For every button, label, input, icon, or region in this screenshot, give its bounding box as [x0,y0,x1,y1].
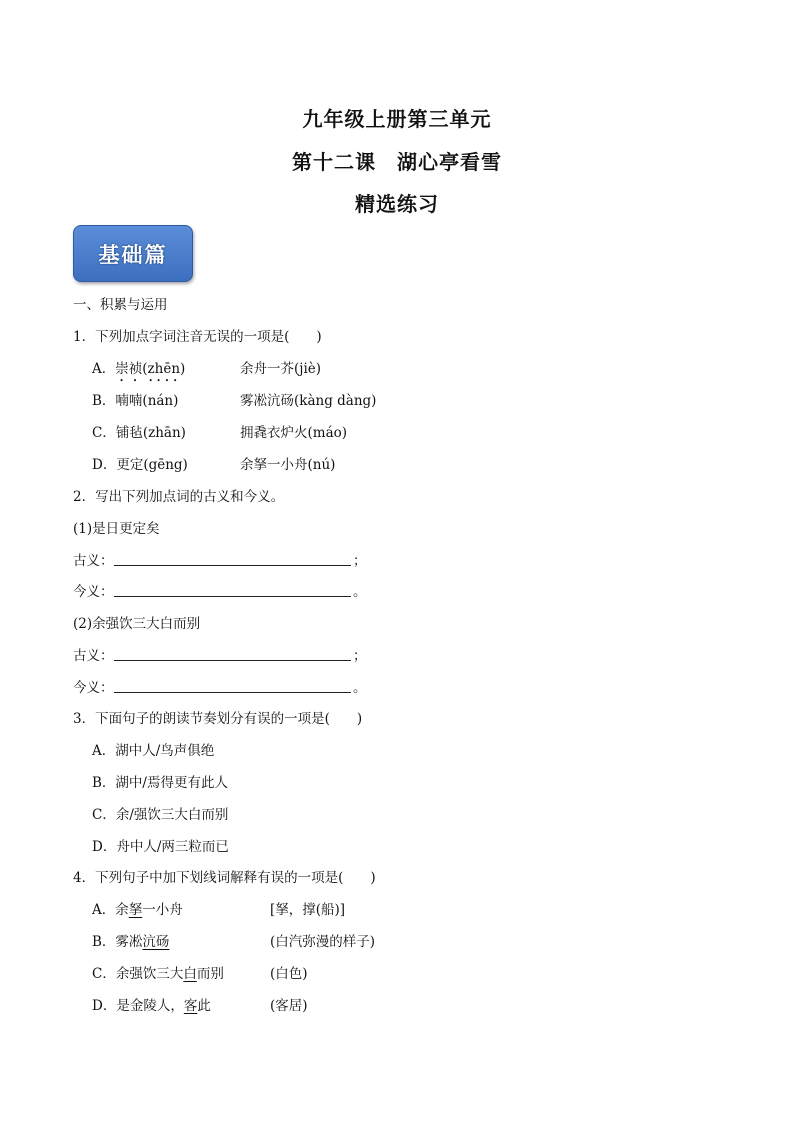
q1-option-b [92,389,178,409]
q2-sub2-jin-blank[interactable] [114,692,351,693]
q2-sub2-jin-label: 今义： [73,680,114,696]
q2-stem: 2．写出下列加点词的古义和今义。 [73,489,285,505]
page-title-lesson: 第十二课 湖心亭看雪 [292,150,502,174]
q3-option-c: C．余/强饮三大白而别 [92,807,229,823]
option-text: 此 [197,998,211,1014]
q4-option-c [92,962,224,982]
q3-option-b: B．湖中/焉得更有此人 [92,775,228,791]
q4-option-d [92,994,211,1014]
q1-option-a-second: 余舟一芥(jiè) [240,361,322,377]
q3-stem: 3．下面句子的朗读节奏划分有误的一项是( ) [73,711,363,727]
q1-option-d [92,453,188,473]
q1-option-c-second: 拥毳衣炉火(máo) [240,425,348,441]
q2-sub2-gu-blank[interactable] [114,660,351,661]
option-label: D． [92,457,117,473]
option-label: A． [92,361,116,377]
option-label: B． [92,393,116,409]
q1-option-b-second: 雾凇沆砀(kàng dàng) [240,393,377,409]
q4-stem: 4．下列句子中加下划线词解释有误的一项是( ) [73,870,376,886]
q4-option-a-explanation: [拏，撑(船)] [270,902,346,918]
badge-label: 基础篇 [98,241,168,267]
option-text: 喃喃(nán) [115,393,179,409]
underlined-word: 拏 [128,902,143,918]
q2-sub1-gu-blank[interactable] [114,565,351,566]
q3-option-d: D．舟中人/两三粒而已 [92,839,229,855]
q1-option-d-second: 余拏一小舟(nú) [240,457,336,473]
option-text: A．余 [92,902,129,918]
q4-option-d-explanation: (客居) [270,998,308,1014]
q2-sub1: (1)是日更定矣 [73,521,160,537]
q2-sub1-gu-end: ； [353,553,367,569]
option-text: 铺毡(zhān) [115,425,186,441]
q2-sub2-jin-end: 。 [353,680,367,696]
option-text: C．余强饮三大 [92,966,184,982]
underlined-word: 沆砀 [142,934,170,950]
option-label: C． [92,425,116,441]
option-text: 而别 [196,966,224,982]
q2-sub2: (2)余强饮三大白而别 [73,616,201,632]
q2-sub1-jin-blank[interactable] [114,596,351,597]
option-text: 更定(gēng) [116,457,188,473]
q3-option-a: A．湖中人/鸟声俱绝 [92,743,215,759]
q2-sub2-gu-label: 古义： [73,648,114,664]
option-text: B．雾凇 [92,934,143,950]
q1-option-a [92,357,185,385]
q4-option-a [92,898,183,918]
underlined-word: 客 [183,998,198,1014]
page-title-unit: 九年级上册第三单元 [302,107,492,131]
section-badge [73,225,193,282]
q1-stem: 1．下列加点字词注音无误的一项是( ) [73,329,322,345]
q4-option-c-explanation: (白色) [270,966,308,982]
q2-sub1-jin-label: 今义： [73,584,114,600]
underlined-word: 白 [183,966,197,982]
page-title-practice: 精选练习 [355,192,439,216]
q2-sub2-gu-end: ； [353,648,367,664]
option-text: 崇祯(zhēn) [115,361,186,377]
option-text: D．是金陵人， [92,998,184,1014]
q4-option-b [92,930,169,950]
q2-sub1-gu-label: 古义： [73,553,114,569]
section-heading: 一、积累与运用 [73,297,168,313]
option-text: 一小舟 [142,902,183,918]
q1-option-c [92,421,186,441]
q4-option-b-explanation: (白汽弥漫的样子) [270,934,376,950]
q2-sub1-jin-end: 。 [353,584,367,600]
